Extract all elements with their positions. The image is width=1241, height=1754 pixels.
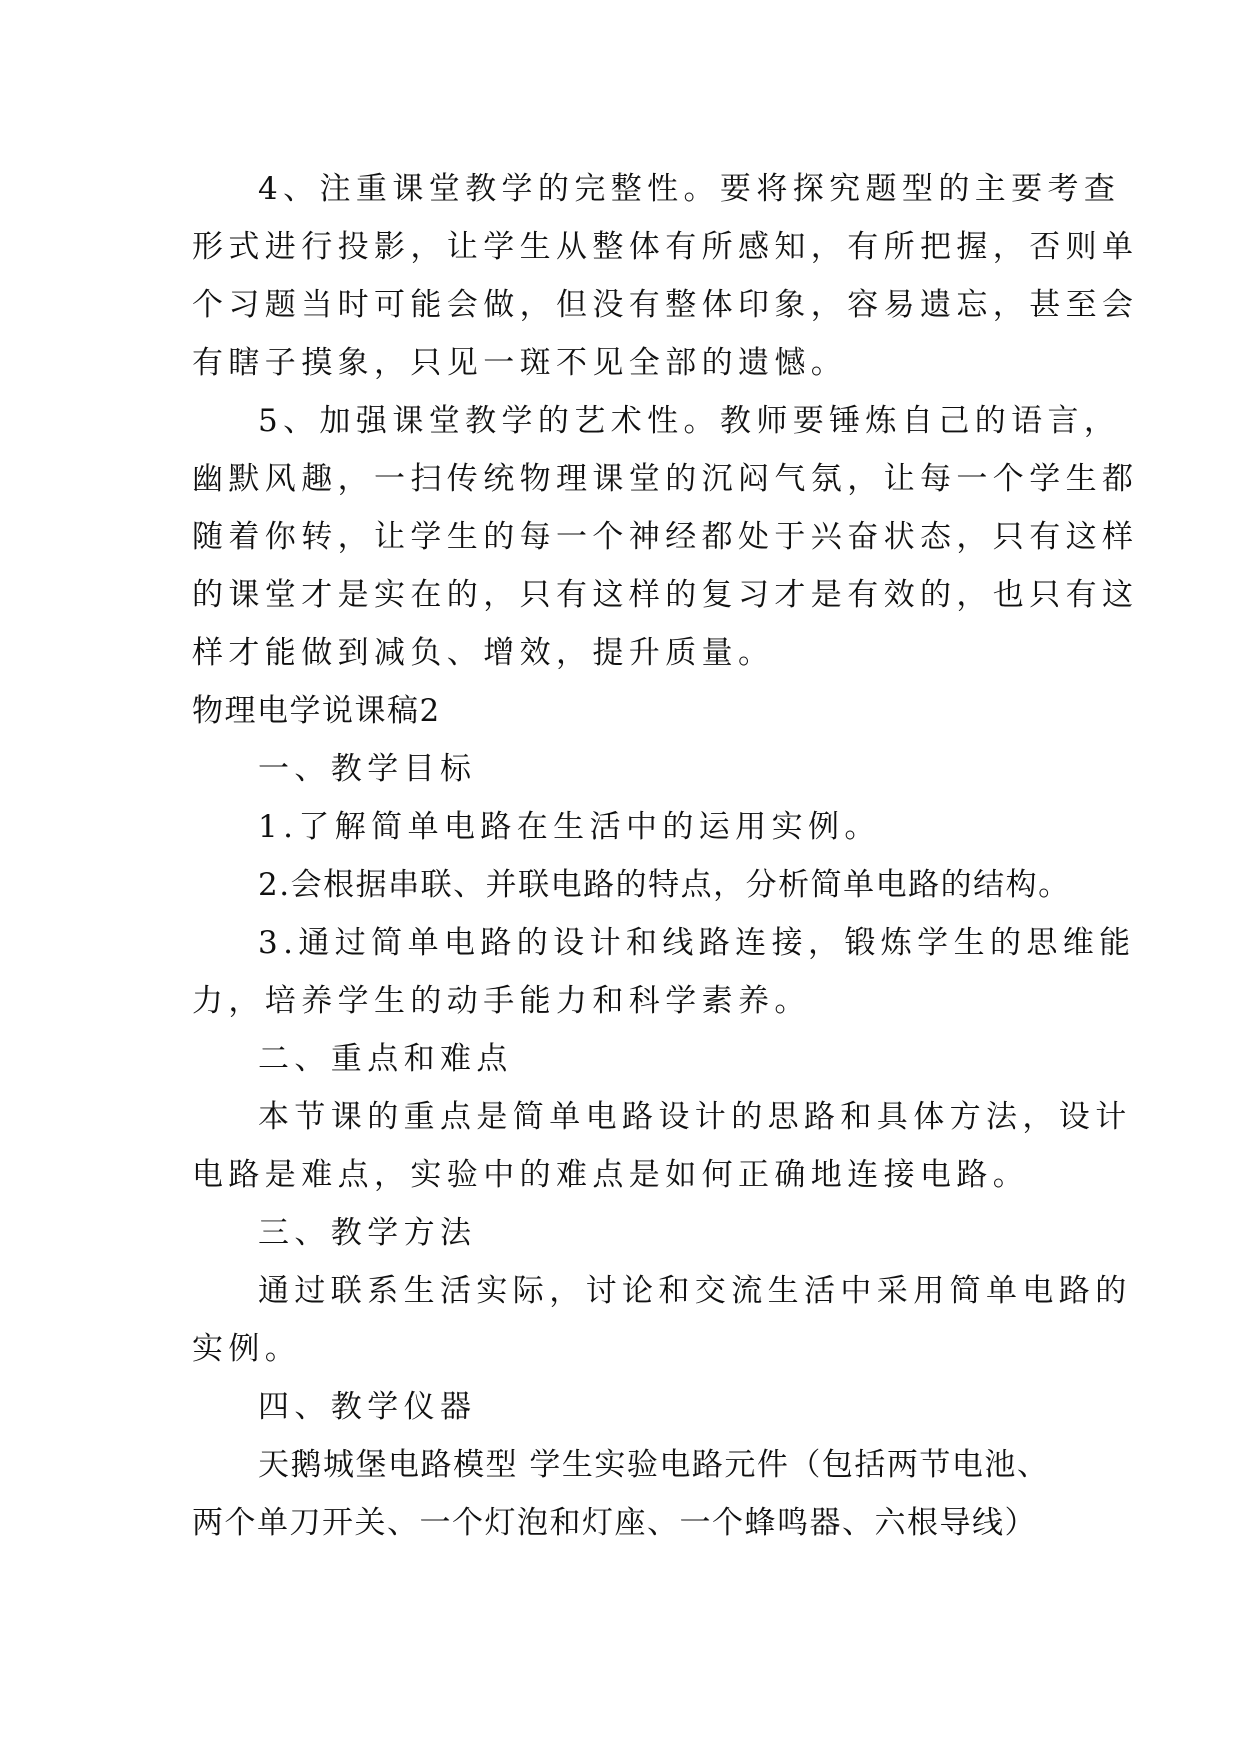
- heading-teaching-methods: 三、教学方法: [258, 1215, 477, 1251]
- goal-item-3-line-2: 力，培养学生的动手能力和科学素养。: [192, 983, 811, 1019]
- section-title: 物理电学说课稿2: [192, 693, 441, 729]
- paragraph-4-line-2: 形式进行投影，让学生从整体有所感知，有所把握，否则单: [192, 229, 1139, 265]
- methods-line-1: 通过联系生活实际，讨论和交流生活中采用简单电路的: [258, 1273, 1132, 1309]
- goal-item-3-line-1: 3.通过简单电路的设计和线路连接，锻炼学生的思维能: [258, 925, 1136, 961]
- heading-teaching-goals: 一、教学目标: [258, 751, 477, 787]
- paragraph-5-line-4: 的课堂才是实在的，只有这样的复习才是有效的，也只有这: [192, 577, 1139, 613]
- heading-teaching-instruments: 四、教学仪器: [258, 1389, 477, 1425]
- key-points-line-1: 本节课的重点是简单电路设计的思路和具体方法，设计: [258, 1099, 1132, 1135]
- key-points-line-2: 电路是难点，实验中的难点是如何正确地连接电路。: [192, 1157, 1030, 1193]
- paragraph-4-line-3: 个习题当时可能会做，但没有整体印象，容易遗忘，甚至会: [192, 287, 1139, 323]
- goal-item-1: 1.了解简单电路在生活中的运用实例。: [258, 809, 881, 845]
- document-page: [192, 160, 1139, 1552]
- heading-key-points: 二、重点和难点: [258, 1041, 513, 1077]
- goal-item-2: 2.会根据串联、并联电路的特点，分析简单电路的结构。: [258, 867, 1071, 903]
- paragraph-5-line-5: 样才能做到减负、增效，提升质量。: [192, 635, 775, 671]
- instruments-line-1: 天鹅城堡电路模型 学生实验电路元件（包括两节电池、: [258, 1447, 1050, 1483]
- paragraph-5-line-1: 5、加强课堂教学的艺术性。教师要锤炼自己的语言，: [258, 403, 1121, 439]
- paragraph-4-line-4: 有瞎子摸象，只见一斑不见全部的遗憾。: [192, 345, 848, 381]
- paragraph-4-line-1: 4、注重课堂教学的完整性。要将探究题型的主要考查: [258, 171, 1121, 207]
- methods-line-2: 实例。: [192, 1331, 302, 1367]
- paragraph-5-line-3: 随着你转，让学生的每一个神经都处于兴奋状态，只有这样: [192, 519, 1139, 555]
- instruments-line-2: 两个单刀开关、一个灯泡和灯座、一个蜂鸣器、六根导线）: [192, 1505, 1037, 1541]
- paragraph-5-line-2: 幽默风趣，一扫传统物理课堂的沉闷气氛，让每一个学生都: [192, 461, 1139, 497]
